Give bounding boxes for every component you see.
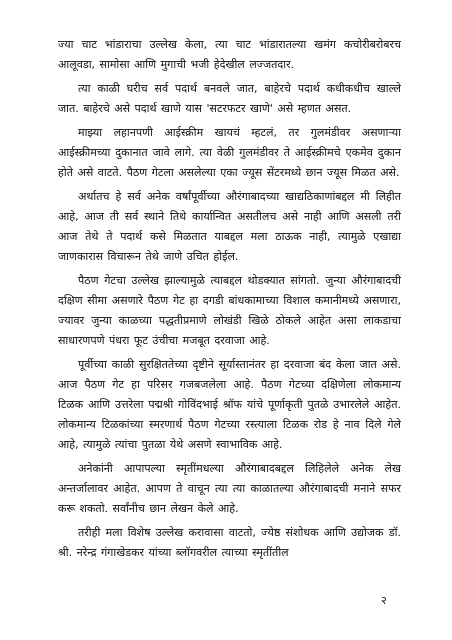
paragraph-3: माझ्या लहानपणी आईस्क्रीम खायचं म्हटलं, तर गुलमंडीवर असणाऱ्या आईस्क्रीमच्या दुकानात जावे लागे. त्या वेळी गुलमंडीवर ते आईस्क्रीमचे एकमेव दुकान होते असे वाटते. पैठण गेटला असलेल्या एका ज्यूस सेंटरमध्ये छान ज्यूस मिळत असे. <box>58 126 401 179</box>
paragraph-4: अर्थातच हे सर्व अनेक वर्षांपूर्वीच्या औरंगाबादच्या खाद्यठिकाणांबद्दल मी लिहीत आहे, आज ती सर्व स्थाने तिथे कार्यान्वित असतीलच असे नाही आणि असली तरी आज तेथे ते पदार्थ कसे मिळतात याबद्दल मला ठाऊक नाही, त्यामुळे एखाद्या जाणकारास विचारून तेथे जाणे उचित होईल. <box>58 190 401 263</box>
paragraph-8: तरीही मला विशेष उल्लेख करावासा वाटतो, ज्येष्ठ संशोधक आणि उद्योजक डॉ. श्री. नरेन्द्र गंगाखेडकर यांच्या ब्लॉगवरील त्याच्या स्मृतींतील <box>58 526 401 559</box>
paragraph-6: पूर्वीच्या काळी सुरक्षिततेच्या दृष्टीने सूर्यास्तानंतर हा दरवाजा बंद केला जात असे. आज पैठण गेट हा परिसर गजबजलेला आहे. पैठण गेटच्या दक्षिणेला लोकमान्य टिळक आणि उत्तरेला पद्मश्री गोविंदभाई श्रॉफ यांचे पूर्णाकृती पुतळे उभारलेले आहेत. लोकमान्य टिळकांच्या स्मरणार्थ पैठण गेटच्या रस्त्याला टिळक रोड हे नाव दिले गेले आहे, त्यामुळे त्यांचा पुतळा येथे असणे स्वाभाविक आहे. <box>58 358 401 451</box>
paragraph-5: पैठण गेटचा उल्लेख झाल्यामुळे त्याबद्दल थोडक्यात सांगतो. जुन्या औरंगाबादची दक्षिण सीमा असणारे पैठण गेट हा दगडी बांधकामाच्या विशाल कमानीमध्ये असणारा, ज्यावर जुन्या काळच्या पद्धतीप्रमाणे लोखंडी खिळे ठोकले आहेत असा लाकडाचा साधारणपणे पंधरा फूट उंचीचा मजबूत दरवाजा आहे. <box>58 274 401 347</box>
page-number: २ <box>381 594 387 607</box>
paragraph-7: अनेकांनी आपापल्या स्मृतींमधल्या औरंगाबादबद्दल लिहिलेले अनेक लेख अन्तर्जालावर आहेत. आपण ते वाचून त्या त्या काळातल्या औरंगाबादची मनाने सफर करू शकतो. सर्वांनीच छान लेखन केले आहे. <box>58 462 401 515</box>
paragraph-1: ज्या चाट भांडाराचा उल्लेख केला, त्या चाट भांडारातल्या खमंग कचोरीबरोबरच आलूवडा, सामोसा आणि मुगाची भजी हेदेखील लज्जतदार. <box>58 38 401 71</box>
paragraph-2: त्या काळी घरीच सर्व पदार्थ बनवले जात, बाहेरचे पदार्थ कधीकधीच खाल्ले जात. बाहेरचे असे पदार्थ खाणे यास 'सटरफटर खाणे' असे म्हणत असत. <box>58 82 401 115</box>
body-text <box>58 35 401 567</box>
